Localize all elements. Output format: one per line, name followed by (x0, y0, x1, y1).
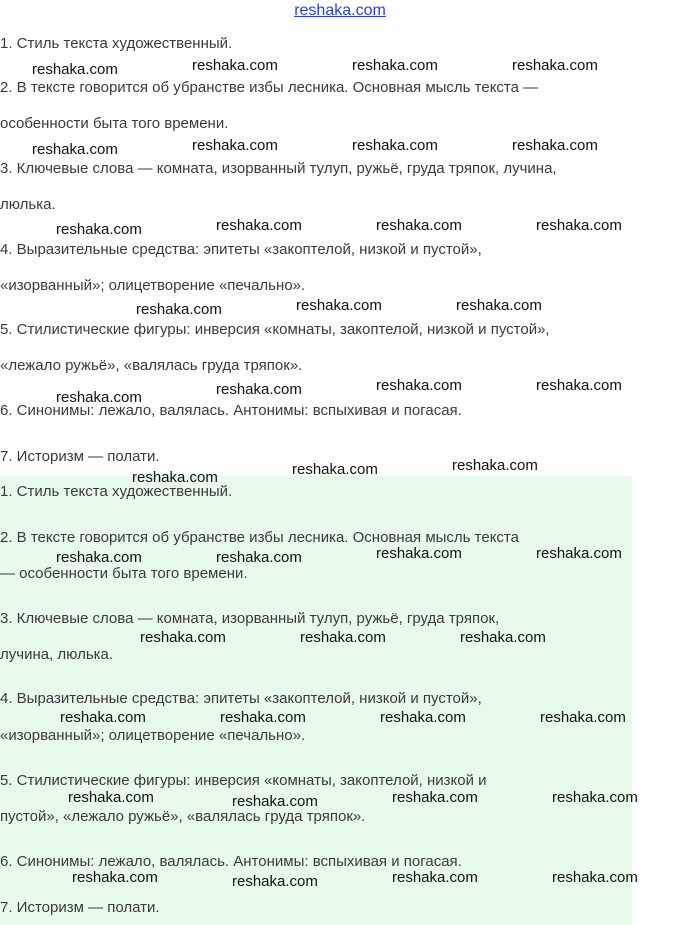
top-line-2: 2. В тексте говорится об убранстве избы лесника. Основная мысль текста — (0, 79, 539, 96)
watermark: reshaka.com (216, 381, 302, 398)
watermark: reshaka.com (352, 57, 438, 74)
watermark: reshaka.com (216, 217, 302, 234)
watermark: reshaka.com (216, 549, 302, 566)
bottom-line-6: 4. Выразительные средства: эпитеты «закоптелой, низкой и пустой», (0, 690, 482, 707)
bottom-line-11: 7. Историзм — полати. (0, 899, 160, 916)
watermark: reshaka.com (72, 869, 158, 886)
top-line-4: 3. Ключевые слова — комната, изорванный тулуп, ружьё, груда тряпок, лучина, (0, 160, 557, 177)
watermark: reshaka.com (56, 221, 142, 238)
watermark: reshaka.com (292, 461, 378, 478)
watermark: reshaka.com (136, 301, 222, 318)
bottom-line-5: лучина, люлька. (0, 646, 114, 663)
watermark: reshaka.com (56, 389, 142, 406)
watermark: reshaka.com (392, 789, 478, 806)
bottom-line-3: — особенности быта того времени. (0, 565, 248, 582)
watermark: reshaka.com (192, 137, 278, 154)
watermark: reshaka.com (300, 629, 386, 646)
watermark: reshaka.com (536, 545, 622, 562)
watermark: reshaka.com (60, 709, 146, 726)
watermark: reshaka.com (512, 137, 598, 154)
bottom-line-2: 2. В тексте говорится об убранстве избы лесника. Основная мысль текста (0, 529, 519, 546)
watermark: reshaka.com (376, 377, 462, 394)
watermark: reshaka.com (352, 137, 438, 154)
watermark: reshaka.com (56, 549, 142, 566)
watermark: reshaka.com (220, 709, 306, 726)
watermark: reshaka.com (452, 457, 538, 474)
site-link[interactable]: reshaka.com (294, 2, 386, 19)
top-line-3: особенности быта того времени. (0, 115, 229, 132)
watermark: reshaka.com (552, 789, 638, 806)
bottom-line-9: пустой», «лежало ружьё», «валялась груда тряпок». (0, 808, 366, 825)
watermark: reshaka.com (552, 869, 638, 886)
watermark: reshaka.com (376, 545, 462, 562)
bottom-line-10: 6. Синонимы: лежало, валялась. Антонимы: вспыхивая и погасая. (0, 853, 462, 870)
top-line-11: 7. Историзм — полати. (0, 448, 160, 465)
watermark: reshaka.com (456, 297, 542, 314)
top-line-1: 1. Стиль текста художественный. (0, 35, 233, 52)
top-line-5: люлька. (0, 196, 56, 213)
top-line-10: 6. Синонимы: лежало, валялась. Антонимы: вспыхивая и погасая. (0, 402, 462, 419)
watermark: reshaka.com (380, 709, 466, 726)
watermark: reshaka.com (392, 869, 478, 886)
watermark: reshaka.com (540, 709, 626, 726)
top-line-7: «изорванный»; олицетворение «печально». (0, 277, 306, 294)
watermark: reshaka.com (132, 469, 218, 486)
watermark: reshaka.com (140, 629, 226, 646)
watermark: reshaka.com (376, 217, 462, 234)
bottom-line-8: 5. Стилистические фигуры: инверсия «комнаты, закоптелой, низкой и (0, 772, 487, 789)
watermark: reshaka.com (536, 217, 622, 234)
bottom-line-7: «изорванный»; олицетворение «печально». (0, 727, 306, 744)
bottom-line-1: 1. Стиль текста художественный. (0, 483, 233, 500)
top-line-6: 4. Выразительные средства: эпитеты «закоптелой, низкой и пустой», (0, 241, 482, 258)
watermark: reshaka.com (68, 789, 154, 806)
top-line-9: «лежало ружьё», «валялась груда тряпок». (0, 357, 303, 374)
watermark: reshaka.com (296, 297, 382, 314)
watermark: reshaka.com (536, 377, 622, 394)
watermark: reshaka.com (32, 141, 118, 158)
watermark: reshaka.com (192, 57, 278, 74)
watermark: reshaka.com (512, 57, 598, 74)
watermark: reshaka.com (460, 629, 546, 646)
watermark: reshaka.com (232, 873, 318, 890)
watermark: reshaka.com (232, 793, 318, 810)
top-line-8: 5. Стилистические фигуры: инверсия «комнаты, закоптелой, низкой и пустой», (0, 321, 550, 338)
watermark: reshaka.com (32, 61, 118, 78)
bottom-line-4: 3. Ключевые слова — комната, изорванный тулуп, ружьё, груда тряпок, (0, 610, 500, 627)
